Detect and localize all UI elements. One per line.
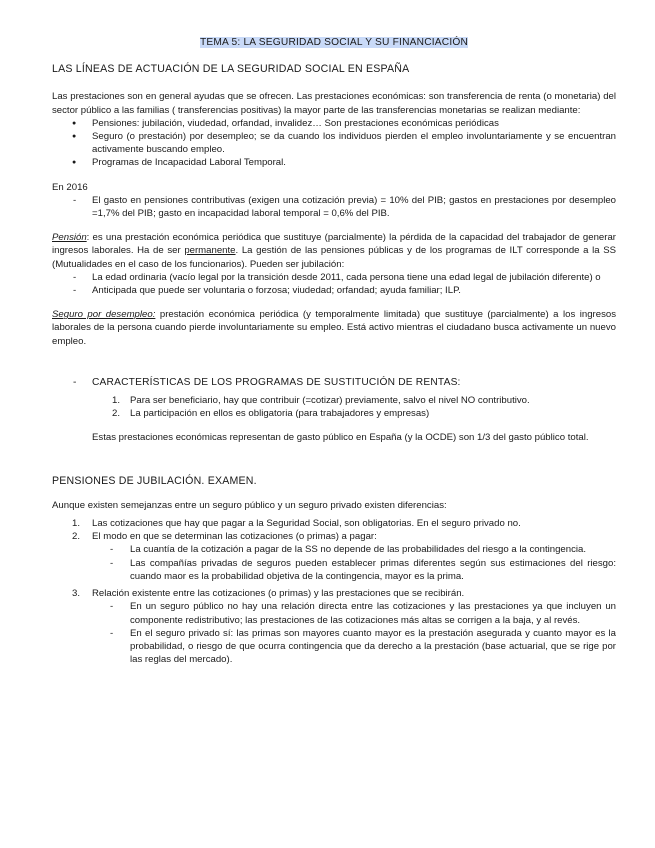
- desempleo-term: Seguro por desempleo:: [52, 309, 156, 321]
- item-text: El modo en que se determinan las cotizaciones (o primas) a pagar:: [92, 531, 377, 543]
- list-item: - En el seguro privado sí: las primas son mayores cuanto mayor es la prestación asegurada y cuanto mayor es la probabilidad, o riesgo de que ocurra contingencia que da derecho a la prestación (base actuarial, que se rige por las reglas del mercado).: [52, 627, 616, 667]
- document-title: TEMA 5: LA SEGURIDAD SOCIAL Y SU FINANCIACIÓN: [199, 37, 469, 48]
- document-page: [52, 36, 616, 666]
- diferencias-list: [52, 517, 616, 543]
- item-text: Para ser beneficiario, hay que contribuir (=cotizar) previamente, salvo el nivel NO contributivo.: [130, 395, 530, 407]
- list-item: [52, 517, 616, 530]
- item-text: La participación en ellos es obligatoria (para trabajadores y empresas): [130, 408, 430, 420]
- pension-permanent: permanente: [184, 245, 236, 257]
- item-number: 1.: [72, 518, 81, 530]
- caracteristicas-list: [52, 376, 616, 389]
- document-title-wrap: [52, 36, 616, 49]
- list-item: - La edad ordinaria (vacío legal por la transición desde 2011, cada persona tiene una edad legal de jubilación diferente) o: [52, 271, 616, 284]
- item-number: 2.: [112, 408, 121, 420]
- pensiones-intro: Aunque existen semejanzas entre un seguro público y un seguro privado existen diferencias:: [52, 499, 447, 511]
- year-list: [52, 194, 616, 220]
- pension-text-b: . La gestión de las pensiones públicas y de los programas de ILT corresponde a la SS (Mutualidades en el caso de los funcionarios). Pueden ser jubilación:: [52, 245, 616, 270]
- desempleo-text: prestación económica periódica (y temporalmente limitada) que sustituye (parcialmente) a los ingresos laborales de la persona cuando pierde involuntariamente su empleo. Está activo mientras el ciudadano busca activamente un nuevo empleo.: [52, 309, 617, 347]
- relacion-list: [52, 587, 616, 600]
- list-item: ● Programas de Incapacidad Laboral Temporal.: [52, 156, 616, 169]
- list-item: [52, 407, 616, 420]
- list-item: [52, 394, 616, 407]
- list-item: - El gasto en pensiones contributivas (exigen una cotización previa) = 10% del PIB; gastos en prestaciones por desempleo =1,7% del PIB; gasto en incapacidad laboral temporal = 0,6% del PIB.: [52, 194, 616, 220]
- list-item: [52, 587, 616, 600]
- item-number: 1.: [112, 395, 121, 407]
- list-item: - La cuantía de la cotización a pagar de la SS no depende de las probabilidades del riesgo a la contingencia.: [52, 543, 616, 556]
- section-heading-pensiones: PENSIONES DE JUBILACIÓN. EXAMEN.: [52, 474, 257, 487]
- pension-term: Pensión: [52, 232, 87, 244]
- item-number: 3.: [72, 588, 81, 600]
- caracteristicas-note: Estas prestaciones económicas representan de gasto público en España (y la OCDE) son 1/3 del gasto público total.: [92, 432, 589, 444]
- list-item: [52, 530, 616, 543]
- pension-paragraph: [52, 231, 616, 271]
- pension-list: [52, 271, 616, 297]
- item-number: 2.: [72, 531, 81, 543]
- caracteristicas-items: [52, 394, 616, 420]
- list-item: - Las compañías privadas de seguros pueden establecer primas diferentes según sus estimaciones del riesgo: cuando maor es la probabilidad objetiva de la contingencia, mayor es la prima.: [52, 557, 616, 583]
- list-item: - Anticipada que puede ser voluntaria o forzosa; viudedad; orfandad; ayuda familiar; ILP.: [52, 284, 616, 297]
- caracteristicas-heading: - CARACTERÍSTICAS DE LOS PROGRAMAS DE SUSTITUCIÓN DE RENTAS:: [52, 376, 616, 389]
- list-item: - En un seguro público no hay una relación directa entre las cotizaciones y las prestaciones ya que incluyen un componente redistributivo; las prestaciones de las cotizaciones más altas se corrigen a la baja, y al revés.: [52, 600, 616, 626]
- list-item: ● Seguro (o prestación) por desempleo; se da cuando los individuos pierden el empleo involuntariamente y se encuentran activamente buscando empleo.: [52, 130, 616, 156]
- list-item: ● Pensiones: jubilación, viudedad, orfandad, invalidez… Son prestaciones económicas periódicas: [52, 117, 616, 130]
- year-label: En 2016: [52, 181, 88, 193]
- intro-paragraph: Las prestaciones son en general ayudas que se ofrecen. Las prestaciones económicas: son transferencia de renta (o monetaria) del sector público a las familias ( transferencias positivas) la mayor parte de las transferencias monetarias se realizan mediante:: [52, 91, 616, 116]
- pension-text-a: : es una prestación económica periódica que sustituye (parcialmente) la pérdida de la capacidad del trabajador de generar ingresos laborales. Ha de ser: [52, 232, 616, 257]
- section-heading-lineas: LAS LÍNEAS DE ACTUACIÓN DE LA SEGURIDAD SOCIAL EN ESPAÑA: [52, 63, 410, 76]
- prestaciones-list: [52, 117, 616, 170]
- item-text: Las cotizaciones que hay que pagar a la Seguridad Social, son obligatorias. En el seguro privado no.: [92, 518, 521, 530]
- relacion-sublist: [52, 600, 616, 666]
- desempleo-paragraph: [52, 308, 616, 348]
- cotizaciones-sublist: [52, 543, 616, 583]
- item-text: Relación existente entre las cotizaciones (o primas) y las prestaciones que se recibirán.: [92, 588, 465, 600]
